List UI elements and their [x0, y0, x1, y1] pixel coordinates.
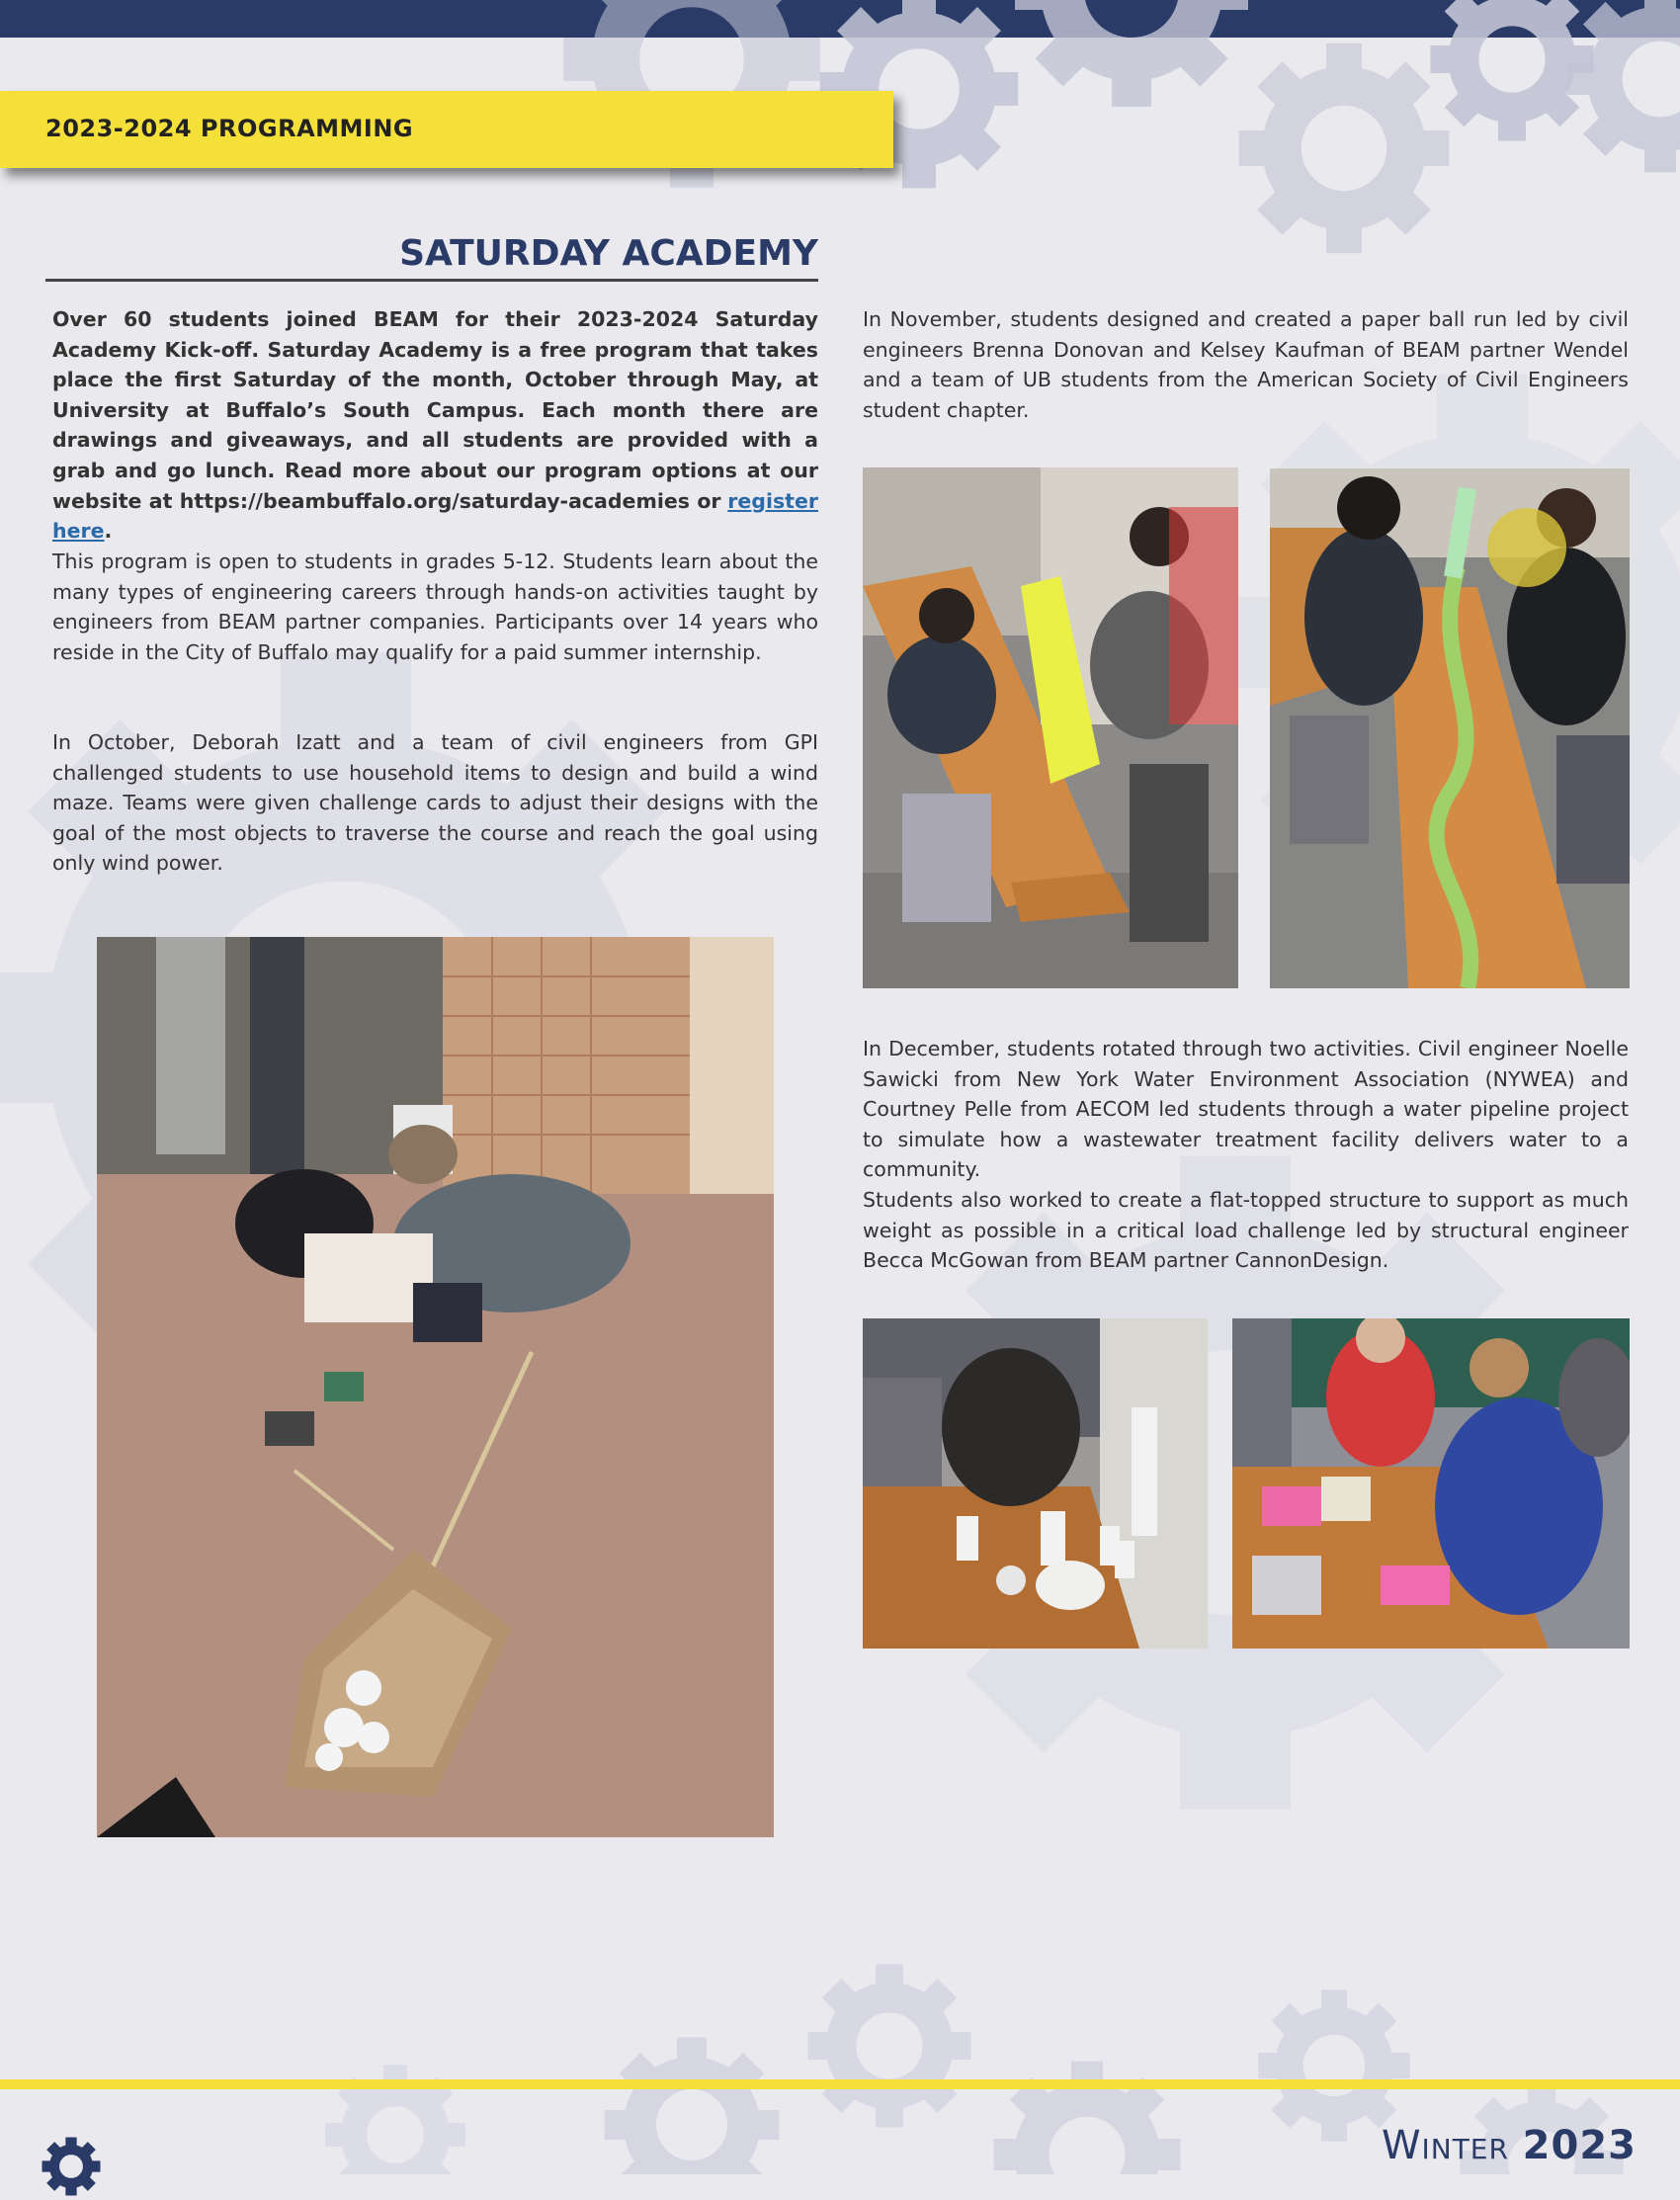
footer-issue [1382, 2123, 1637, 2168]
photo-critical-load-cups [863, 1318, 1208, 1649]
program-paragraph: This program is open to students in grades 5-12. Students learn about the many types of engineering careers through hands-on activities taught by engineers from BEAM partner companies. Participants over 14 years who reside in the City of Buffalo may qualify for a paid summer internship. [52, 550, 818, 664]
article-title: SATURDAY ACADEMY [45, 229, 818, 282]
december-paragraph [863, 1034, 1629, 1276]
section-label: 2023-2024 PROGRAMMING [45, 115, 414, 142]
intro-text: Over 60 students joined BEAM for their 2023-2024 Saturday Academy Kick-off. Saturday Academy is a free program that takes place the first Saturday of the month, October through May, at University at Buffalo’s South Campus. Each month there are drawings and giveaways, and all students are provided with a grab and go lunch. Read more about our program options at our website at https://beambuffalo.org/saturday-academies or [52, 307, 818, 513]
photo-structure-challenge [1232, 1318, 1630, 1649]
october-paragraph: In October, Deborah Izatt and a team of civil engineers from GPI challenged students to use household items to design and build a wind maze. Teams were given challenge cards to adjust their designs with the goal of the most objects to traverse the course and reach the goal using only wind power. [52, 730, 818, 876]
register-here-link[interactable]: register here [52, 488, 818, 544]
top-banner-bar [0, 0, 1680, 38]
footer-season: Winter [1381, 2123, 1509, 2168]
intro-paragraph [52, 304, 818, 547]
section-banner [0, 91, 893, 168]
footer-year: 2023 [1522, 2123, 1637, 2168]
footer-yellow-rule [0, 2079, 1680, 2089]
november-paragraph: In November, students designed and created a paper ball run led by civil engineers Brenna Donovan and Kelsey Kaufman of BEAM partner Wendel and a team of UB students from the American Society of Civil Engineers student chapter. [863, 307, 1629, 422]
december-text: In December, students rotated through two activities. Civil engineer Noelle Sawicki from New York Water Environment Association (NYWEA) and Courtney Pelle from AECOM led students through a water pipeline project to simulate how a wastewater treatment facility delivers water to a community. [863, 1037, 1629, 1182]
intro-end: . [104, 519, 113, 544]
gear-icon [38, 2133, 105, 2200]
december-text-2: Students also worked to create a flat-topped structure to support as much weight as possible in a critical load challenge led by structural engineer Becca McGowan from BEAM partner CannonDesign. [863, 1187, 1629, 1273]
photo-ball-run-1 [863, 467, 1238, 988]
photo-ball-run-2 [1270, 468, 1630, 988]
photo-wind-maze [97, 937, 774, 1837]
